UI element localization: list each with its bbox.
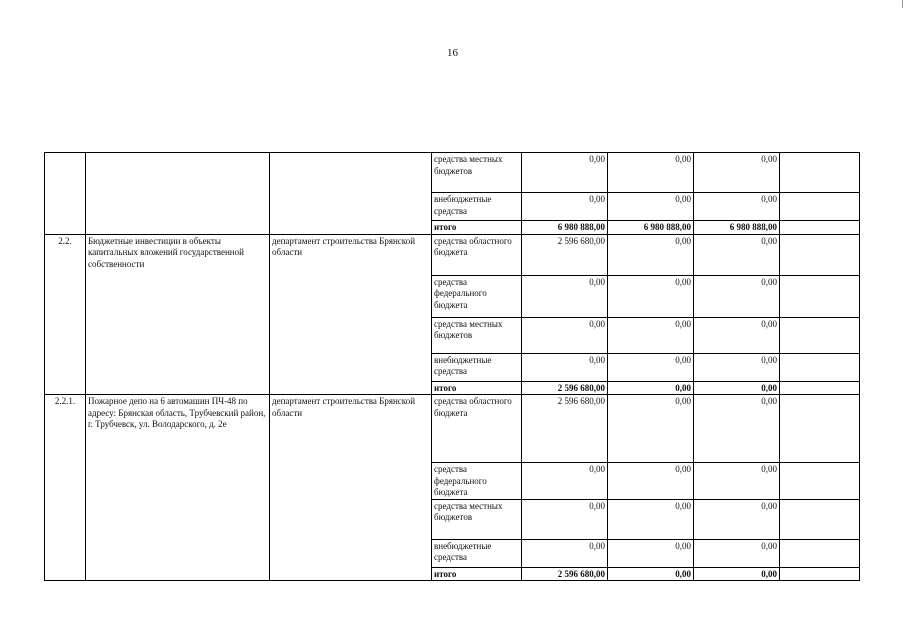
amount-cell: 0,00 (522, 153, 608, 193)
source-label: средства местных бюджетов (432, 317, 522, 353)
executor-cell (270, 153, 432, 235)
total-amount: 0,00 (694, 567, 780, 581)
amount-cell: 0,00 (694, 499, 780, 539)
amount-cell: 0,00 (694, 539, 780, 567)
source-label: внебюджетные средства (432, 353, 522, 381)
code-cell (45, 153, 86, 235)
total-amount: 0,00 (694, 381, 780, 395)
source-label: средства местных бюджетов (432, 153, 522, 193)
empty-cell (780, 395, 860, 463)
amount-cell: 0,00 (522, 353, 608, 381)
amount-cell: 0,00 (694, 463, 780, 500)
amount-cell: 0,00 (608, 353, 694, 381)
total-amount: 2 596 680,00 (522, 381, 608, 395)
name-cell: Пожарное депо на 6 автомашин ПЧ-48 по адресу: Брянская область, Трубчевский район, г. Трубчевск, ул. Володарского, д. 2е (86, 395, 270, 581)
amount-cell: 0,00 (522, 463, 608, 500)
amount-cell: 0,00 (608, 317, 694, 353)
amount-cell: 0,00 (522, 193, 608, 221)
empty-cell (780, 567, 860, 581)
amount-cell: 0,00 (608, 539, 694, 567)
amount-cell: 0,00 (608, 463, 694, 500)
total-label: итого (432, 381, 522, 395)
page-edge-mark (902, 0, 903, 8)
empty-cell (780, 381, 860, 395)
source-label: средства местных бюджетов (432, 499, 522, 539)
empty-cell (780, 353, 860, 381)
total-label: итого (432, 567, 522, 581)
name-cell (86, 153, 270, 235)
empty-cell (780, 539, 860, 567)
empty-cell (780, 234, 860, 275)
amount-cell: 0,00 (608, 193, 694, 221)
empty-cell (780, 463, 860, 500)
code-cell: 2.2.1. (45, 395, 86, 581)
total-amount: 0,00 (608, 567, 694, 581)
amount-cell: 2 596 680,00 (522, 395, 608, 463)
amount-cell: 0,00 (608, 153, 694, 193)
amount-cell: 0,00 (522, 317, 608, 353)
executor-cell: департамент строительства Брянской области (270, 234, 432, 395)
total-label: итого (432, 221, 522, 235)
table-row (45, 153, 860, 193)
table-row (45, 395, 860, 463)
total-amount: 6 980 888,00 (522, 221, 608, 235)
amount-cell: 0,00 (608, 395, 694, 463)
amount-cell: 0,00 (522, 275, 608, 317)
source-label: средства федерального бюджета (432, 275, 522, 317)
page-number: 16 (447, 47, 458, 59)
executor-cell: департамент строительства Брянской области (270, 395, 432, 581)
amount-cell: 0,00 (694, 395, 780, 463)
name-cell: Бюджетные инвестиции в объекты капитальных вложений государственной собственности (86, 234, 270, 395)
amount-cell: 0,00 (608, 234, 694, 275)
amount-cell: 0,00 (694, 153, 780, 193)
amount-cell: 0,00 (694, 353, 780, 381)
amount-cell: 0,00 (608, 499, 694, 539)
amount-cell: 0,00 (522, 499, 608, 539)
empty-cell (780, 317, 860, 353)
source-label: средства областного бюджета (432, 395, 522, 463)
amount-cell: 0,00 (694, 275, 780, 317)
budget-table (44, 152, 860, 581)
empty-cell (780, 499, 860, 539)
total-amount: 6 980 888,00 (608, 221, 694, 235)
total-amount: 2 596 680,00 (522, 567, 608, 581)
source-label: внебюджетные средства (432, 539, 522, 567)
table-row (45, 234, 860, 275)
source-label: внебюджетные средства (432, 193, 522, 221)
empty-cell (780, 193, 860, 221)
source-label: средства федерального бюджета (432, 463, 522, 500)
source-label: средства областного бюджета (432, 234, 522, 275)
empty-cell (780, 153, 860, 193)
amount-cell: 0,00 (608, 275, 694, 317)
total-amount: 6 980 888,00 (694, 221, 780, 235)
empty-cell (780, 275, 860, 317)
amount-cell: 2 596 680,00 (522, 234, 608, 275)
empty-cell (780, 221, 860, 235)
amount-cell: 0,00 (694, 193, 780, 221)
amount-cell: 0,00 (694, 234, 780, 275)
amount-cell: 0,00 (522, 539, 608, 567)
amount-cell: 0,00 (694, 317, 780, 353)
code-cell: 2.2. (45, 234, 86, 395)
total-amount: 0,00 (608, 381, 694, 395)
